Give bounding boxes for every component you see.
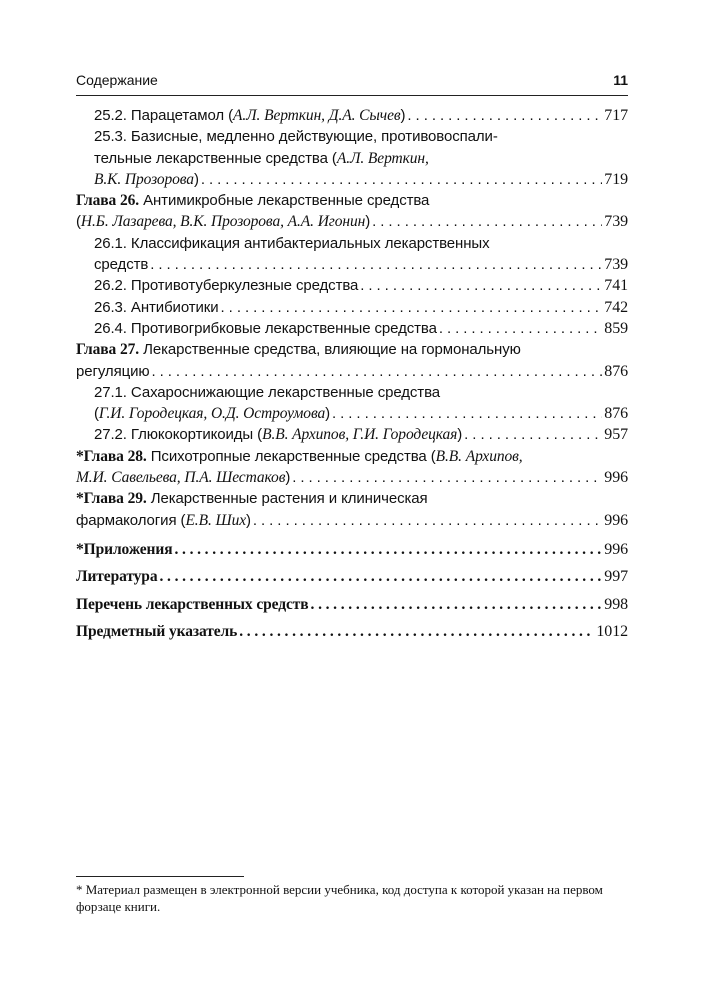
page-ref: 739: [604, 213, 628, 231]
toc-entry-25-3[interactable]: [76, 126, 628, 190]
leader-dots: [201, 169, 602, 190]
entry-text: *Приложения: [76, 540, 173, 558]
page-ref: 996: [604, 511, 628, 529]
leader-dots: [372, 211, 602, 232]
leader-dots: [152, 361, 603, 382]
toc-entry-26-3[interactable]: [76, 297, 628, 318]
page-ref: 1012: [596, 622, 628, 640]
chapter-label: *Глава 28.: [76, 447, 147, 465]
leader-dots: [407, 105, 602, 126]
leader-dots: [150, 254, 602, 275]
toc-entry-drug-list[interactable]: [76, 594, 628, 615]
leader-dots: [464, 424, 602, 445]
entry-text: *Глава 29. Лекарственные растения и клиническая: [76, 490, 428, 508]
chapter-label: Глава 27.: [76, 341, 140, 359]
entry-text: Перечень лекарственных средств: [76, 595, 309, 613]
page-ref: 742: [604, 298, 628, 316]
entry-text: 26.3. Антибиотики: [94, 298, 219, 316]
chapter-label: *Глава 29.: [76, 490, 147, 508]
leader-dots: [332, 403, 602, 424]
toc-entry-chapter-28[interactable]: [76, 446, 628, 489]
page-ref: 876: [604, 405, 628, 423]
footnote-rule: [76, 876, 244, 877]
entry-text: регуляцию: [76, 362, 150, 380]
entry-text: 26.1. Классификация антибактериальных лекарственных: [94, 234, 490, 252]
leader-dots: [221, 297, 603, 318]
toc-line: [76, 510, 628, 531]
entry-text: тельные лекарственные средства (А.Л. Верткин,: [94, 149, 429, 167]
page-ref: 997: [604, 568, 628, 586]
entry-text: Литература: [76, 568, 158, 586]
toc-entry-chapter-29[interactable]: [76, 488, 628, 531]
entry-text: 27.1. Сахароснижающие лекарственные средства: [94, 383, 441, 401]
entry-text: (Н.Б. Лазарева, В.К. Прозорова, А.А. Игонин): [76, 213, 371, 231]
toc-entry-chapter-26[interactable]: [76, 190, 628, 233]
toc-entry-chapter-27[interactable]: [76, 339, 628, 382]
toc-line: [94, 105, 628, 126]
toc-entry-26-4[interactable]: [76, 318, 628, 339]
leader-dots: [311, 594, 603, 615]
entry-text: 26.2. Противотуберкулезные средства: [94, 277, 359, 295]
toc-line: [94, 169, 628, 190]
toc-line: [94, 275, 628, 296]
toc-entry-27-1[interactable]: [76, 382, 628, 425]
toc-line: [76, 594, 628, 615]
running-header: [76, 72, 628, 92]
toc-line: [76, 539, 628, 560]
entry-text: 27.2. Глюкокортикоиды (В.В. Архипов, Г.И. Городецкая): [94, 426, 463, 444]
toc-line: [76, 361, 628, 382]
toc-line: [76, 467, 628, 488]
entry-text: 25.2. Парацетамол (А.Л. Верткин, Д.А. Сычев): [94, 107, 406, 124]
entry-text: Предметный указатель: [76, 622, 238, 640]
entry-text: фармакология (Е.В. Ших): [76, 511, 251, 529]
toc-entry-26-2[interactable]: [76, 275, 628, 296]
running-header-title: Содержание: [76, 72, 158, 88]
entry-text: Глава 26. Антимикробные лекарственные средства: [76, 192, 430, 210]
table-of-contents: [76, 105, 628, 642]
entry-text: средств: [94, 256, 149, 274]
toc-line: [76, 566, 628, 587]
page-ref: 876: [604, 362, 628, 380]
page-ref: 859: [604, 319, 628, 337]
entry-text: 25.3. Базисные, медленно действующие, противовоспали-: [94, 128, 498, 146]
toc-line: [94, 403, 628, 424]
toc-entry-26-1[interactable]: [76, 233, 628, 276]
leader-dots: [159, 566, 602, 587]
page-ref: 996: [604, 469, 628, 487]
toc-entry-appendices[interactable]: [76, 539, 628, 560]
page-ref: 996: [604, 540, 628, 558]
toc-line: [94, 297, 628, 318]
page-ref: 739: [604, 256, 628, 274]
leader-dots: [360, 275, 602, 296]
header-rule: [76, 95, 628, 96]
page-ref: 957: [604, 426, 628, 444]
page-ref: 717: [604, 107, 628, 124]
entry-text: Глава 27. Лекарственные средства, влияющие на гормональную: [76, 341, 521, 359]
toc-line: [76, 621, 628, 642]
page-ref: 719: [604, 170, 628, 188]
toc-line: [94, 424, 628, 445]
entry-text: (Г.И. Городецкая, О.Д. Остроумова): [94, 405, 331, 423]
leader-dots: [253, 510, 602, 531]
leader-dots: [439, 318, 602, 339]
leader-dots: [292, 467, 602, 488]
leader-dots: [174, 539, 602, 560]
entry-text: 26.4. Противогрибковые лекарственные средства: [94, 319, 437, 337]
chapter-label: Глава 26.: [76, 192, 140, 210]
entry-text: М.И. Савельева, П.А. Шестаков): [76, 469, 291, 487]
toc-line: [94, 254, 628, 275]
toc-entry-25-2[interactable]: [76, 105, 628, 126]
entry-text: *Глава 28. Психотропные лекарственные средства (В.В. Архипов,: [76, 447, 523, 465]
toc-entry-27-2[interactable]: [76, 424, 628, 445]
page-number: 11: [613, 72, 628, 88]
toc-line: [94, 318, 628, 339]
toc-entry-literature[interactable]: [76, 566, 628, 587]
page-ref: 741: [604, 277, 628, 295]
page-ref: 998: [604, 595, 628, 613]
footnote: * Материал размещен в электронной версии учебника, код доступа к которой указан на первом форзаце книги.: [76, 882, 603, 914]
toc-line: [76, 211, 628, 232]
entry-text: В.К. Прозорова): [94, 170, 199, 188]
toc-entry-subject-index[interactable]: [76, 621, 628, 642]
leader-dots: [239, 621, 594, 642]
